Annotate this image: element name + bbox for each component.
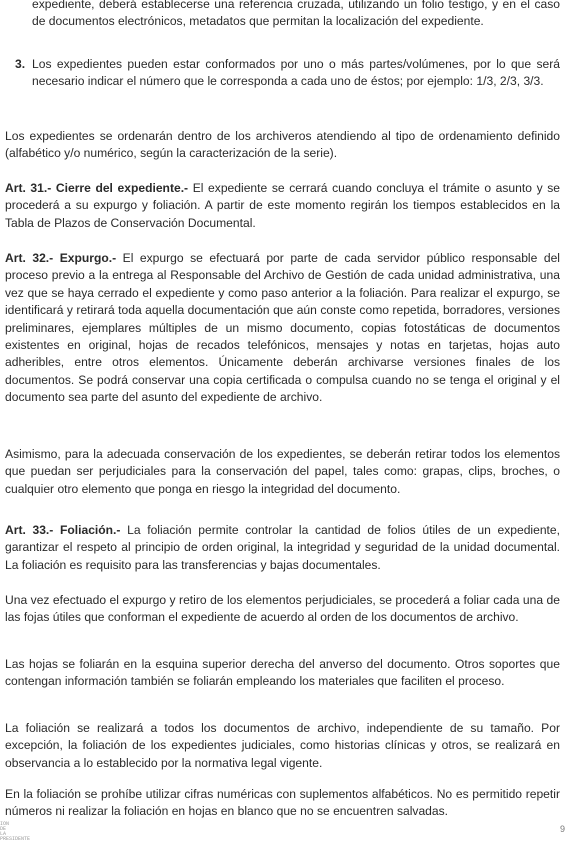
conservation-paragraph: Asimismo, para la adecuada conservación de los expedientes, se deberán retirar todos los elementos que puedan ser perjudiciales para la conservación del papel, tales como: grapas, clips, broches, o cualquier otro elemento que ponga en riesgo la integridad del documento. bbox=[5, 447, 560, 496]
article-33 bbox=[5, 522, 560, 574]
list-item-2-continuation: expediente, deberá establecerse una referencia cruzada, utilizando un folio testigo, y en el caso de documentos electrónicos, metadatos que permitan la localización del expediente. bbox=[32, 0, 560, 29]
article-31-body: El expediente se cerrará cuando concluya el trámite o asunto y se procederá a su expurgo y foliación. A partir de este momento regirán los tiempos establecidos en la Tabla de Plazos de Conservación Documental. bbox=[5, 181, 561, 230]
after-expurgo-paragraph: Una vez efectuado el expurgo y retiro de los elementos perjudiciales, se procederá a foliar cada una de las fojas útiles que conforman el expediente de acuerdo al orden de los documentos de archivo. bbox=[5, 593, 560, 625]
page-corner-mark: 9 bbox=[559, 823, 565, 834]
ordering-paragraph: Los expedientes se ordenarán dentro de los archiveros atendiendo al tipo de ordenamiento definido (alfabético y/o numérico, según la caracterización de la serie). bbox=[5, 129, 560, 161]
list-number: 3. bbox=[15, 57, 26, 71]
article-31-heading: Art. 31.- Cierre del expediente.- bbox=[5, 181, 189, 195]
list-item-3 bbox=[15, 56, 560, 91]
list-item-text: Los expedientes pueden estar conformados por uno o más partes/volúmenes, por lo que será necesario indicar el número que le corresponda a cada uno de éstos; por ejemplo: 1/3, 2/3, 3/3. bbox=[32, 57, 560, 89]
article-32 bbox=[5, 250, 560, 407]
article-32-heading: Art. 32.- Expurgo.- bbox=[5, 251, 117, 265]
article-33-body: La foliación permite controlar la cantidad de folios útiles de un expediente, garantizar el respeto al principio de orden original, la integridad y seguridad de la unidad documental. La foliación es requisito para las transferencias y bajas documentales. bbox=[5, 523, 561, 572]
prohibition-paragraph: En la foliación se prohíbe utilizar cifras numéricas con suplementos alfabéticos. No es permitido repetir números ni realizar la foliación en hojas en blanco que no se encuentren salvadas. bbox=[5, 787, 560, 819]
article-33-heading: Art. 33.- Foliación.- bbox=[5, 523, 121, 537]
corner-foliation-paragraph: Las hojas se foliarán en la esquina superior derecha del anverso del documento. Otros soportes que contengan información también se foliarán empleando los materiales que faciliten el proceso. bbox=[5, 657, 560, 689]
article-31 bbox=[5, 180, 560, 232]
margin-stamp: ION DE LA PRESIDENTE bbox=[0, 821, 31, 842]
all-documents-paragraph: La foliación se realizará a todos los documentos de archivo, independiente de su tamaño. Por excepción, la foliación de los expedientes judiciales, como historias clínicas y otros, se realizará en observancia a lo establecido por la normativa legal vigente. bbox=[5, 721, 560, 770]
article-32-body: El expurgo se efectuará por parte de cada servidor público responsable del proceso previo a la entrega al Responsable del Archivo de Gestión de cada unidad administrativa, una vez que se haya cerrado el expediente y como paso anterior a la foliación. Para realizar el expurgo, se identificará y retirará toda aquella documentación que aún conste como repetida, borradores, versiones preliminares, ejemplares múltiples de un mismo documento, copias fotostáticas de documentos existentes en original, hojas de recados telefónicos, mensajes y notas en tarjetas, hojas auto adheribles, entre otros elementos. Únicamente deberán archivarse versiones finales de los documentos. Se podrá conservar una copia certificada o compulsa cuando no se tenga el original y el documento sea parte del asunto del expediente de archivo. bbox=[5, 251, 560, 405]
